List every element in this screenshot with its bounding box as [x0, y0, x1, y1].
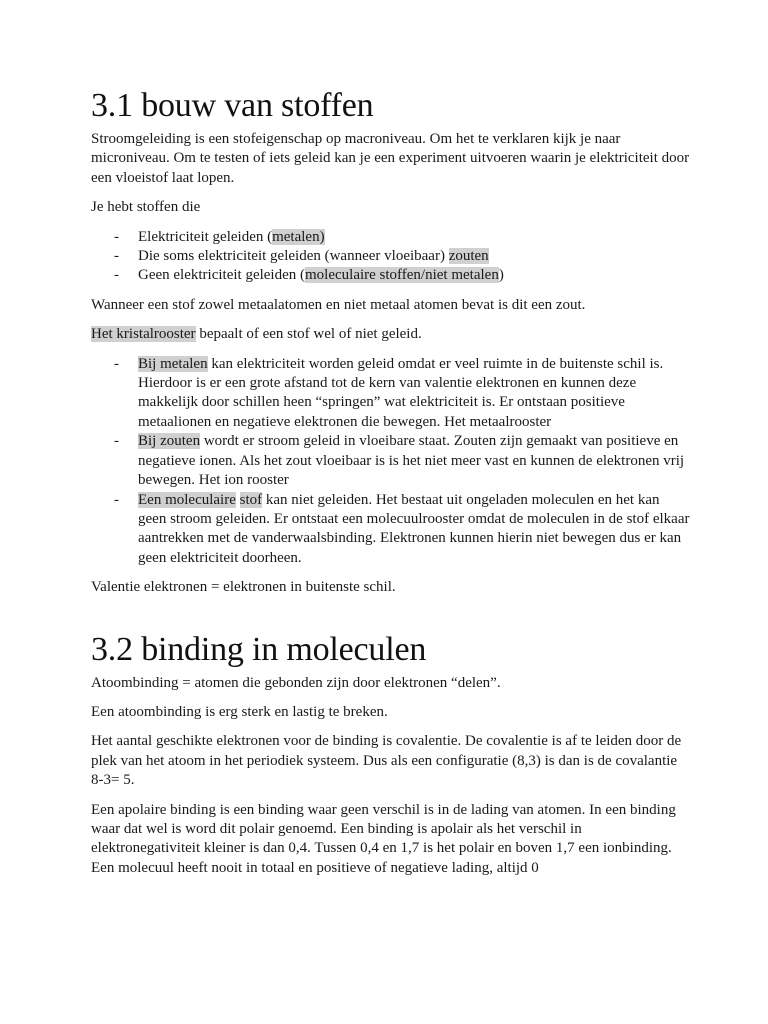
- highlighted-text: metalen): [272, 228, 325, 245]
- list-item: [91, 266, 691, 285]
- highlighted-text: Het kristalrooster: [91, 326, 196, 343]
- list-item-text: Die soms elektriciteit geleiden (wanneer vloeibaar): [138, 248, 449, 265]
- paragraph-text: bepaalt of een stof wel of niet geleid.: [195, 326, 422, 343]
- highlighted-text: Bij zouten: [138, 433, 201, 450]
- list-dash: -: [114, 355, 119, 372]
- list-lead-paragraph: Je hebt stoffen die: [91, 199, 201, 216]
- list-item-text: kan elektriciteit worden geleid omdat er veel ruimte in de buitenste schil is. Hierdoor is er een grote afstand tot de kern van valentie elektronen en kunnen deze makkelijk door schillen heen “springen” wat elektriciteit is. Er ontstaan positieve metaalionen en negatieve elektronen die bewegen. Het metaalrooster: [138, 355, 664, 430]
- highlighted-text: Bij metalen: [138, 355, 208, 372]
- list-item: [91, 491, 691, 569]
- list-item-text: Geen elektriciteit geleiden (: [138, 267, 305, 284]
- highlighted-text: zouten: [448, 248, 489, 265]
- list-dash: -: [114, 491, 119, 508]
- list-item-text: kan niet geleiden. Het bestaat uit ongeladen moleculen en het kan geen stroom geleiden. Er ontstaat een molecuulrooster omdat de moleculen in de stof elkaar aantrekken met de vanderwaalsbinding. Elektronen kunnen hierin niet bewegen dus er kan geen elektriciteit doorheen.: [138, 491, 690, 566]
- list-dash: -: [114, 267, 119, 284]
- list-item-text: Elektriciteit geleiden (: [138, 228, 273, 245]
- highlighted-text: moleculaire stoffen/niet metalen: [305, 267, 499, 284]
- polair-paragraph: Een apolaire binding is een binding waar geen verschil is in de lading van atomen. In een binding waar dat wel is word dit polair genoemd. Een binding is apolair als het verschil in elektronegativiteit kleiner is dan 0,4. Tussen 0,4 en 1,7 is het polair en boven 1,7 een ionbinding. Een molecuul heeft nooit in totaal en positieve of negatieve lading, altijd 0: [91, 801, 676, 876]
- section-heading-3-1: 3.1 bouw van stoffen: [91, 87, 374, 124]
- list-dash: -: [114, 228, 119, 245]
- valentie-paragraph: Valentie elektronen = elektronen in buitenste schil.: [91, 579, 396, 596]
- atoombinding-strength-paragraph: Een atoombinding is erg sterk en lastig te breken.: [91, 703, 388, 720]
- list-item-text: wordt er stroom geleid in vloeibare staat. Zouten zijn gemaakt van positieve en negatieve ionen. Als het zout vloeibaar is is het niet meer vast en kunnen de elektronen vrij bewegen. Het ion rooster: [138, 433, 685, 489]
- list-item: [91, 228, 691, 247]
- atoombinding-paragraph: Atoombinding = atomen die gebonden zijn door elektronen “delen”.: [91, 674, 501, 691]
- list-item: [91, 355, 691, 433]
- intro-paragraph: Stroomgeleiding is een stofeigenschap op macroniveau. Om het te verklaren kijk je naar microniveau. Om te testen of iets geleid kan je een experiment uitvoeren waarin je elektriciteit door een vloeistof laat lopen.: [91, 131, 690, 186]
- covalentie-paragraph: Het aantal geschikte elektronen voor de binding is covalentie. De covalentie is af te leiden door de plek van het atoom in het periodiek systeem. Dus als een configuratie (8,3) is dan is de covalantie 8-3= 5.: [91, 733, 682, 789]
- highlighted-text: Een moleculaire: [138, 491, 236, 508]
- section-heading-3-2: 3.2 binding in moleculen: [91, 630, 427, 668]
- list-dash: -: [114, 248, 119, 265]
- list-item-text: ): [498, 267, 504, 284]
- list-dash: -: [114, 433, 119, 450]
- zout-paragraph: Wanneer een stof zowel metaalatomen en niet metaal atomen bevat is dit een zout.: [91, 296, 586, 313]
- lattice-list: [91, 355, 691, 568]
- document-page: [91, 84, 691, 888]
- list-item: [91, 432, 691, 490]
- conductivity-list: [91, 228, 691, 286]
- list-item: [91, 247, 691, 266]
- kristalrooster-paragraph: [91, 325, 691, 344]
- highlighted-text: stof: [239, 491, 263, 508]
